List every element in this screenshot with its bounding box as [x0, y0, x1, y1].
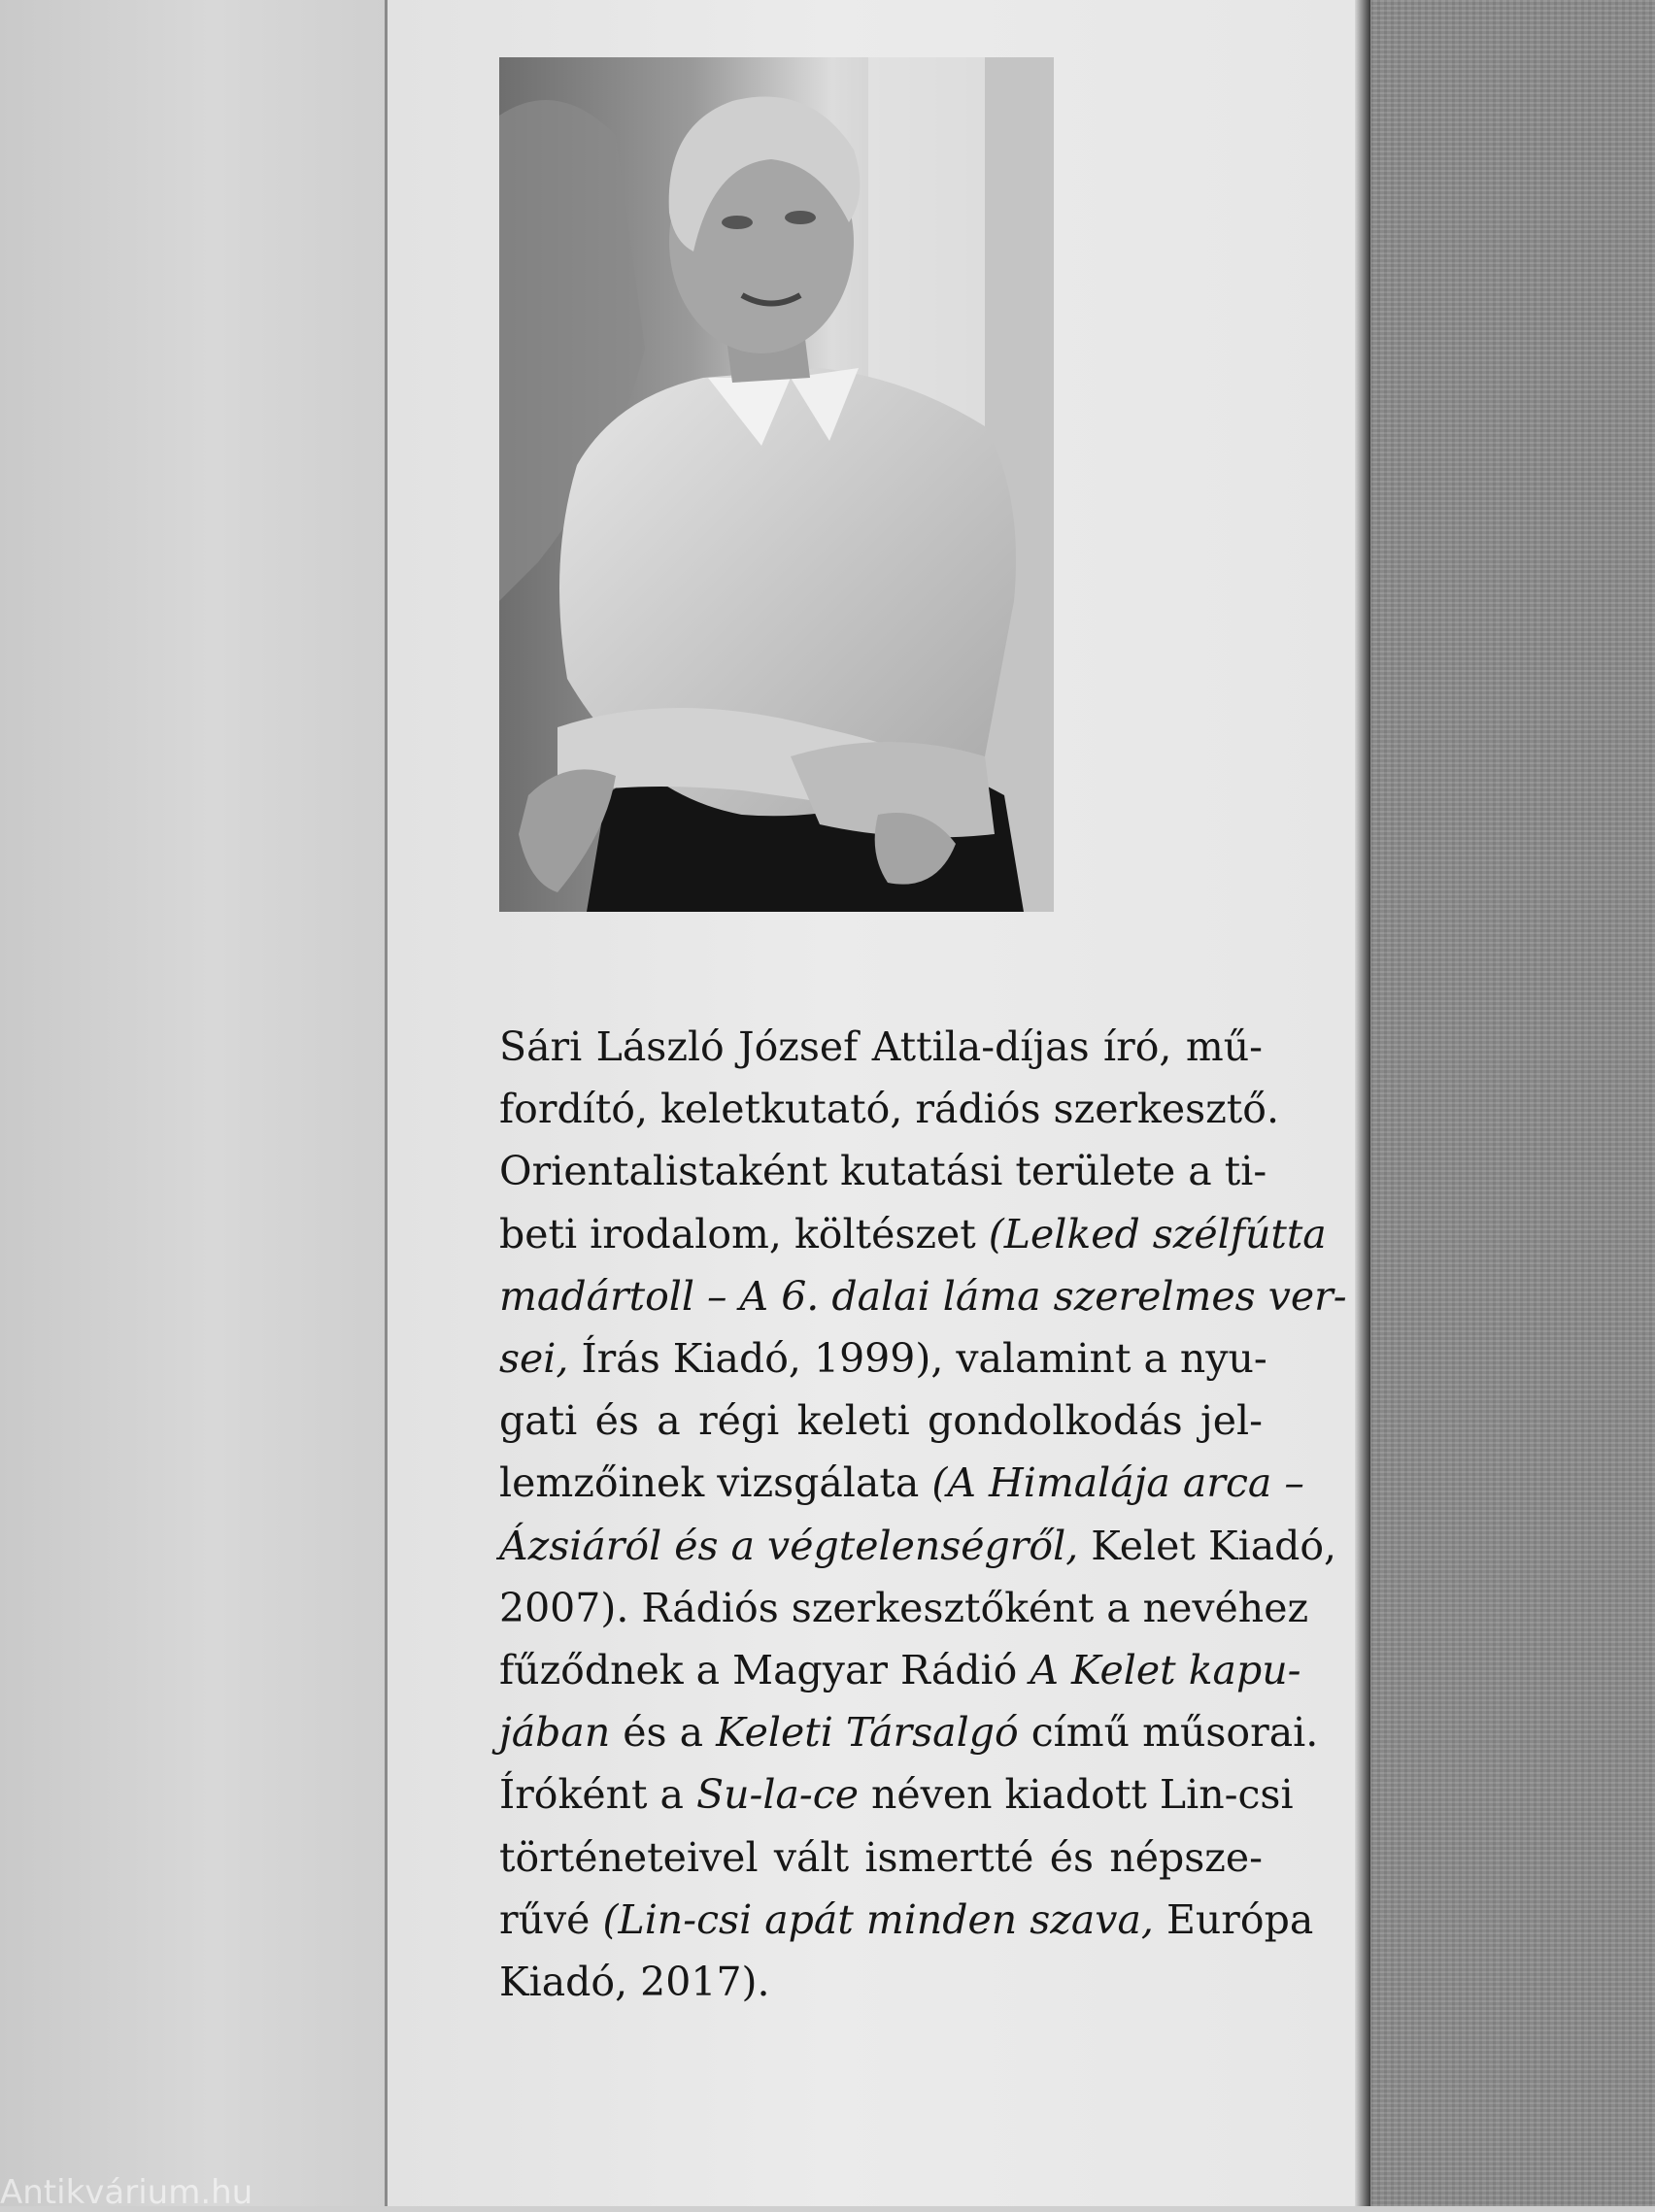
bio-italic-title: Keleti Társalgó — [716, 1709, 1019, 1757]
bio-italic-title: (Lin-csi apát minden szava, — [602, 1895, 1154, 1943]
bio-line — [499, 1763, 1294, 1826]
bio-line — [499, 1951, 1263, 2013]
author-biography — [499, 1016, 1347, 2013]
bio-italic-title: Su-la-ce — [695, 1771, 859, 1819]
bio-text: történeteivel vált ismertté és népsze- — [499, 1833, 1263, 1881]
bio-text: fűződnek a Magyar Rádió — [499, 1647, 1030, 1694]
bio-italic-title: jában — [499, 1709, 611, 1757]
bio-line — [499, 1203, 1327, 1265]
bio-line — [499, 1701, 1319, 1763]
bio-line — [499, 1577, 1309, 1639]
bio-italic-title: Ázsiáról és a végtelenségről, — [499, 1522, 1079, 1569]
watermark: Antikvárium.hu — [0, 2173, 253, 2212]
bio-italic-title: (Lelked szélfútta — [988, 1210, 1327, 1257]
flap-shadow — [1355, 0, 1370, 2206]
book-board — [1370, 0, 1655, 2206]
bio-line — [499, 1515, 1337, 1577]
author-portrait — [499, 57, 1054, 912]
bio-text: Kelet Kiadó, — [1078, 1522, 1337, 1569]
bio-line — [499, 1265, 1347, 1327]
bio-text: fordító, keletkutató, rádiós szerkesztő. — [499, 1086, 1280, 1133]
bio-line — [499, 1390, 1263, 1452]
bio-text: Európa — [1153, 1895, 1314, 1943]
bio-line — [499, 1827, 1263, 1889]
left-page — [0, 0, 387, 2206]
bio-text: lemzőinek vizsgálata — [499, 1459, 932, 1507]
bio-text: című műsorai. — [1018, 1709, 1319, 1757]
bio-text: néven kiadott Lin-csi — [858, 1771, 1294, 1819]
bio-italic-title: sei, — [499, 1335, 569, 1383]
bio-text: és a — [610, 1709, 717, 1757]
bio-text: Írás Kiadó, 1999), valamint a nyu- — [568, 1335, 1267, 1383]
bio-line — [499, 1889, 1314, 1951]
bio-text: rűvé — [499, 1895, 603, 1943]
bio-line — [499, 1327, 1267, 1390]
bio-text: 2007). Rádiós szerkesztőként a nevéhez — [499, 1584, 1309, 1631]
bio-italic-title: (A Himalája arca – — [931, 1459, 1304, 1507]
bio-line — [499, 1016, 1263, 1078]
bio-italic-title: madártoll – A 6. dalai láma szerelmes ver- — [499, 1272, 1347, 1320]
bio-text: Orientalistaként kutatási területe a ti- — [499, 1148, 1267, 1195]
bio-line — [499, 1140, 1267, 1202]
author-portrait-icon — [499, 57, 1054, 912]
bio-text: gati és a régi keleti gondolkodás jel- — [499, 1397, 1263, 1445]
bio-text: beti irodalom, költészet — [499, 1210, 989, 1257]
bio-line — [499, 1078, 1280, 1140]
bio-text: Kiadó, 2017). — [499, 1959, 770, 2006]
bio-line — [499, 1452, 1304, 1514]
bio-italic-title: A Kelet kapu- — [1030, 1647, 1301, 1694]
bio-line — [499, 1639, 1301, 1701]
bio-text: Íróként a — [499, 1771, 696, 1819]
bio-text: Sári László József Attila-díjas író, mű- — [499, 1023, 1263, 1070]
